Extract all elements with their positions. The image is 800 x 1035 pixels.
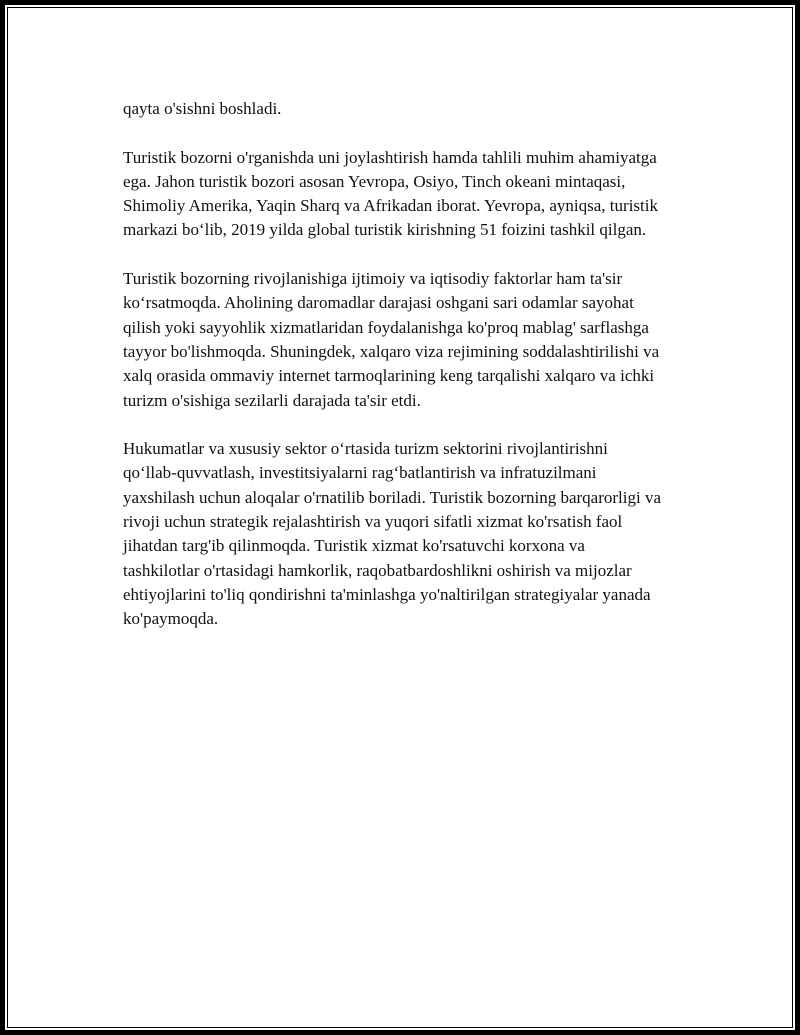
- paragraph-socioeconomic-factors: Turistik bozorning rivojlanishiga ijtimoiy va iqtisodiy faktorlar ham ta'sir ko‘rsatmoqda. Aholining daromadlar darajasi oshgani sari odamlar sayohat qilish yoki sayyohlik xizmatlaridan foydalanishga ko'proq mablag' sarflashga tayyor bo'lishmoqda. Shuningdek, xalqaro viza rejimining soddalashtirilishi va xalq orasida ommaviy internet tarmoqlarining keng tarqalishi xalqaro va ichki turizm o'sishiga sezilarli darajada ta'sir etdi.: [123, 269, 660, 410]
- document-body: [123, 97, 663, 656]
- paragraph-continuation: qayta o'sishni boshladi.: [123, 99, 282, 118]
- paragraph-public-private-cooperation: Hukumatlar va xususiy sektor o‘rtasida turizm sektorini rivojlantirishni qo‘llab-quvvatlash, investitsiyalarni rag‘batlantirish va infratuzilmani yaxshilash uchun aloqalar o'rnatilib boriladi. Turistik bozorning barqarorligi va rivoji uchun strategik rejalashtirish va yuqori sifatli xizmat ko'rsatish faol jihatdan targ'ib qilinmoqda. Turistik xizmat ko'rsatuvchi korxona va tashkilotlar o'rtasidagi hamkorlik, raqobatbardoshlikni oshirish va mijozlar ehtiyojlarini to'liq qondirishni ta'minlashga yo'naltirilgan strategiyalar yanada ko'paymoqda.: [123, 439, 661, 629]
- paragraph-tourist-market: Turistik bozorni o'rganishda uni joylashtirish hamda tahlili muhim ahamiyatga ega. Jahon turistik bozori asosan Yevropa, Osiyo, Tinch okeani mintaqasi, Shimoliy Amerika, Yaqin Sharq va Afrikadan iborat. Yevropa, ayniqsa, turistik markazi bo‘lib, 2019 yilda global turistik kirishning 51 foizini tashkil qilgan.: [123, 147, 658, 240]
